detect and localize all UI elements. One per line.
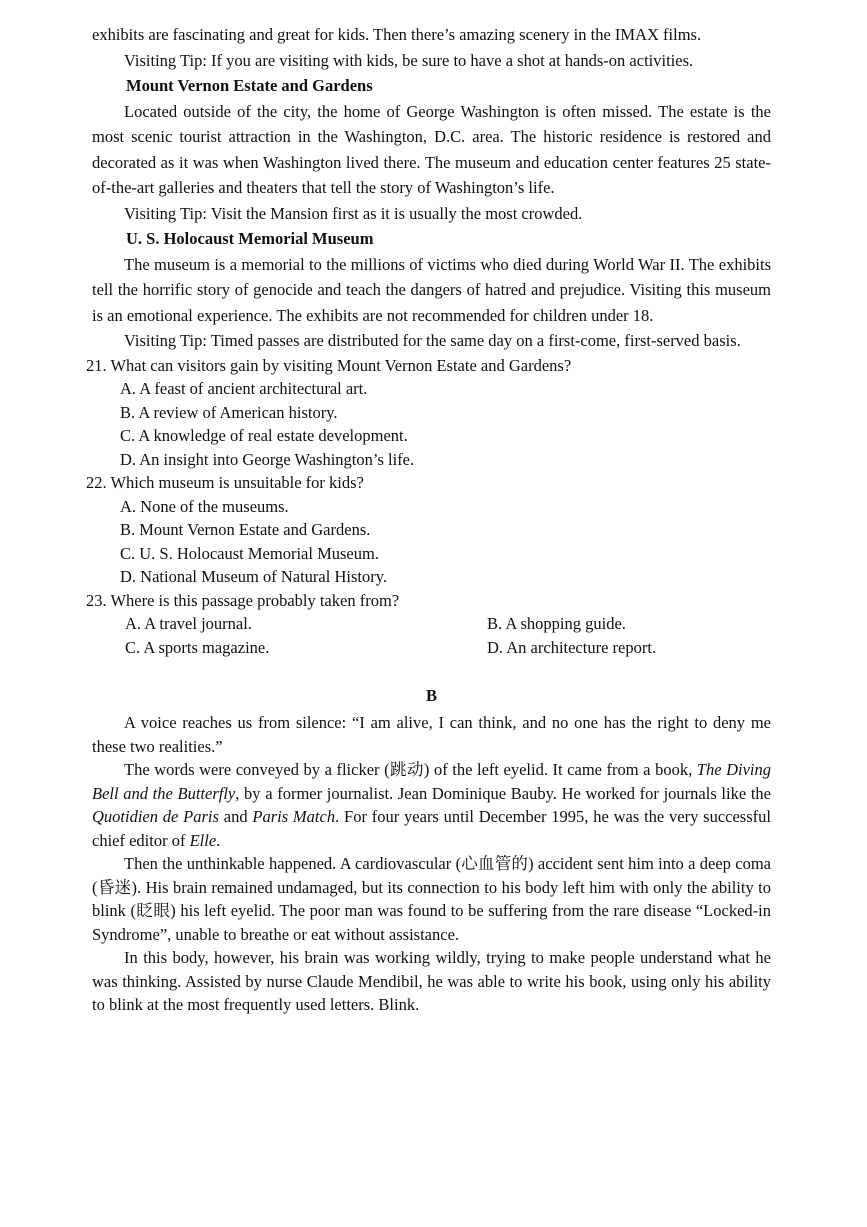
question-stem: 21. What can visitors gain by visiting Mount Vernon Estate and Gardens? xyxy=(86,355,572,375)
passage-b-paragraph: A voice reaches us from silence: “I am alive, I can think, and no one has the right to deny me these two realities.” xyxy=(92,713,771,756)
option-row xyxy=(92,612,771,636)
option-d: D. An architecture report. xyxy=(487,637,657,657)
option-a: A. A travel journal. xyxy=(125,614,252,633)
option-a: A. None of the museums. xyxy=(120,496,289,516)
question-23 xyxy=(86,589,771,660)
section-heading-holocaust-museum: U. S. Holocaust Memorial Museum xyxy=(126,229,374,248)
option-b: B. A review of American history. xyxy=(120,402,338,422)
option-row xyxy=(92,636,771,660)
section-heading-mount-vernon: Mount Vernon Estate and Gardens xyxy=(126,76,373,95)
question-22 xyxy=(86,471,771,589)
journal-title: Elle xyxy=(189,830,217,850)
option-c: C. A knowledge of real estate development. xyxy=(120,426,408,445)
text-run: and xyxy=(218,807,253,826)
text-run: . xyxy=(216,830,221,850)
passage-a-paragraph: Located outside of the city, the home of George Washington is often missed. The estate is the most scenic tourist attraction in the Washington, D.C. area. The historic residence is restored and decorated as it was when Washington lived there. The museum and education center features 25 state-of-the-art galleries and theaters that tell the story of Washington’s life. xyxy=(92,101,771,197)
visiting-tip: Visiting Tip: If you are visiting with kids, be sure to have a shot at hands-on activities. xyxy=(124,50,694,70)
text-run: . For four years until December 1995, he was the very successful chief editor of xyxy=(92,807,771,850)
passage-b xyxy=(92,711,771,1017)
option-b: B. Mount Vernon Estate and Gardens. xyxy=(120,520,371,539)
text-run: , by a former journalist. Jean Dominique Bauby. He worked for journals like the xyxy=(235,783,771,803)
option-c: C. U. S. Holocaust Memorial Museum. xyxy=(120,543,379,563)
visiting-tip: Visiting Tip: Timed passes are distributed for the same day on a first-come, first-served basis. xyxy=(124,331,741,350)
book-title: The Diving Bell and the Butterfly xyxy=(92,760,771,803)
passage-b-paragraph xyxy=(92,758,771,852)
option-b: B. A shopping guide. xyxy=(487,614,626,633)
section-letter-b: B xyxy=(425,686,437,705)
visiting-tip: Visiting Tip: Visit the Mansion first as it is usually the most crowded. xyxy=(124,203,583,223)
question-stem: 23. Where is this passage probably taken from? xyxy=(86,590,400,610)
passage-b-paragraph: Then the unthinkable happened. A cardiovascular (心血管的) accident sent him into a deep coma (昏迷). His brain remained undamaged, but its connection to his body left him with only the ability to blink (眨眼) his left eyelid. The poor man was found to be suffering from the rare disease “Locked-in Syndrome”, unable to breathe or eat without assistance. xyxy=(92,854,771,944)
option-a: A. A feast of ancient architectural art. xyxy=(120,379,368,398)
passage-a-paragraph: exhibits are fascinating and great for kids. Then there’s amazing scenery in the IMAX films. xyxy=(92,25,702,44)
option-d: D. An insight into George Washington’s life. xyxy=(120,449,415,469)
passage-a-paragraph: The museum is a memorial to the millions of victims who died during World War II. The exhibits tell the horrific story of genocide and teach the dangers of hatred and prejudice. Visiting this museum is an emotional experience. The exhibits are not recommended for children under 18. xyxy=(92,254,771,325)
journal-title: Quotidien de Paris xyxy=(92,807,219,826)
option-d: D. National Museum of Natural History. xyxy=(120,567,388,586)
journal-title: Paris Match xyxy=(252,807,336,826)
option-c: C. A sports magazine. xyxy=(125,637,270,657)
passage-b-paragraph: In this body, however, his brain was working wildly, trying to make people understand what he was thinking. Assisted by nurse Claude Mendibil, he was able to write his book, using only his ability to blink at the most frequently used letters. Blink. xyxy=(92,948,771,1014)
text-run: The words were conveyed by a flicker (跳动) of the left eyelid. It came from a book, xyxy=(124,760,697,779)
question-stem: 22. Which museum is unsuitable for kids? xyxy=(86,473,364,492)
question-21 xyxy=(86,354,771,472)
